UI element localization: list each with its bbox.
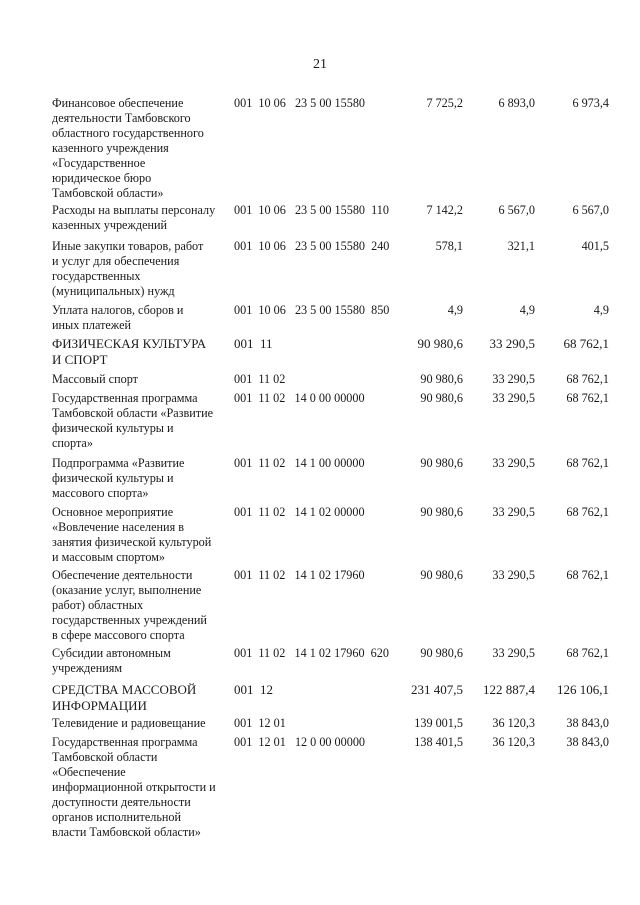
row-code: 001 11 02 14 1 02 17960	[234, 568, 365, 582]
row-value-2: 33 290,5	[489, 336, 535, 351]
row-name: Иные закупки товаров, работ и услуг для обеспечения государственных (муниципальных) нужд	[52, 239, 204, 298]
row-name: Основное мероприятие «Вовлечение населения в занятия физической культурой и массовым спортом»	[52, 505, 212, 564]
row-value-1: 90 980,6	[417, 336, 463, 351]
row-value-2: 33 290,5	[492, 456, 535, 470]
row-code: 001 11 02	[234, 372, 286, 386]
row-value-2: 122 887,4	[483, 682, 535, 697]
row-value-2: 33 290,5	[492, 391, 535, 405]
row-code: 001 12 01	[234, 716, 286, 730]
row-value-1: 90 980,6	[420, 391, 463, 405]
row-value-2: 36 120,3	[492, 716, 535, 730]
row-name: Подпрограмма «Развитие физической культуры и массового спорта»	[52, 456, 185, 500]
row-name: Расходы на выплаты персоналу казенных учреждений	[52, 203, 216, 232]
row-code: 001 11	[234, 336, 273, 351]
row-value-2: 6 893,0	[498, 96, 535, 110]
row-code: 001 10 06 23 5 00 15580 110	[234, 203, 389, 217]
row-code: 001 11 02 14 1 02 17960 620	[234, 646, 389, 660]
row-value-2: 6 567,0	[498, 203, 535, 217]
row-value-2: 33 290,5	[492, 372, 535, 386]
row-value-1: 90 980,6	[420, 505, 463, 519]
row-code: 001 12 01 12 0 00 00000	[234, 735, 366, 749]
row-name: Государственная программа Тамбовской области «Развитие физической культуры и спорта»	[52, 391, 214, 450]
row-value-3: 68 762,1	[566, 456, 609, 470]
row-value-3: 6 567,0	[572, 203, 609, 217]
row-value-3: 68 762,1	[566, 391, 609, 405]
row-value-3: 38 843,0	[566, 716, 609, 730]
row-name: Финансовое обеспечение деятельности Тамбовского областного государственного казенного учреждения «Государственное юридическое бюро Тамбовской области»	[52, 96, 204, 200]
row-value-3: 6 973,4	[572, 96, 609, 110]
row-code: 001 10 06 23 5 00 15580 240	[234, 239, 390, 253]
row-value-2: 33 290,5	[492, 568, 535, 582]
row-value-3: 68 762,1	[566, 505, 609, 519]
row-name: СРЕДСТВА МАССОВОЙ ИНФОРМАЦИИ	[52, 682, 197, 713]
row-value-1: 90 980,6	[420, 456, 463, 470]
row-name: Уплата налогов, сборов и иных платежей	[52, 303, 184, 332]
row-value-1: 90 980,6	[420, 646, 463, 660]
row-value-1: 231 407,5	[411, 682, 463, 697]
row-code: 001 10 06 23 5 00 15580 850	[234, 303, 390, 317]
row-value-1: 7 142,2	[426, 203, 463, 217]
row-value-1: 90 980,6	[420, 372, 463, 386]
row-name: ФИЗИЧЕСКАЯ КУЛЬТУРА И СПОРТ	[52, 336, 207, 367]
row-value-3: 126 106,1	[557, 682, 609, 697]
row-value-3: 4,9	[593, 303, 609, 317]
row-value-3: 38 843,0	[566, 735, 609, 749]
row-value-2: 33 290,5	[492, 505, 535, 519]
row-value-3: 68 762,1	[566, 372, 609, 386]
row-code: 001 11 02 14 1 02 00000	[234, 505, 365, 519]
row-name: Обеспечение деятельности (оказание услуг, выполнение работ) областных государственных учреждений в сфере массового спорта	[52, 568, 207, 642]
row-code: 001 11 02 14 1 00 00000	[234, 456, 365, 470]
row-value-2: 33 290,5	[492, 646, 535, 660]
row-value-2: 4,9	[519, 303, 535, 317]
row-value-1: 578,1	[435, 239, 463, 253]
row-value-1: 139 001,5	[414, 716, 463, 730]
row-value-3: 68 762,1	[566, 646, 609, 660]
row-name: Государственная программа Тамбовской области «Обеспечение информационной открытости и доступности деятельности органов исполнительной власти Тамбовской области»	[52, 735, 216, 839]
row-value-2: 321,1	[507, 239, 535, 253]
row-value-1: 90 980,6	[420, 568, 463, 582]
row-code: 001 10 06 23 5 00 15580	[234, 96, 366, 110]
row-value-3: 68 762,1	[566, 568, 609, 582]
row-code: 001 12	[234, 682, 273, 697]
row-value-2: 36 120,3	[492, 735, 535, 749]
page-number: 21	[313, 57, 327, 72]
row-value-3: 401,5	[581, 239, 609, 253]
row-name: Субсидии автономным учреждениям	[52, 646, 171, 675]
row-name: Массовый спорт	[52, 372, 138, 386]
row-value-1: 7 725,2	[426, 96, 463, 110]
row-name: Телевидение и радиовещание	[52, 716, 206, 730]
row-value-3: 68 762,1	[563, 336, 609, 351]
row-value-1: 138 401,5	[414, 735, 463, 749]
row-code: 001 11 02 14 0 00 00000	[234, 391, 365, 405]
row-value-1: 4,9	[447, 303, 463, 317]
